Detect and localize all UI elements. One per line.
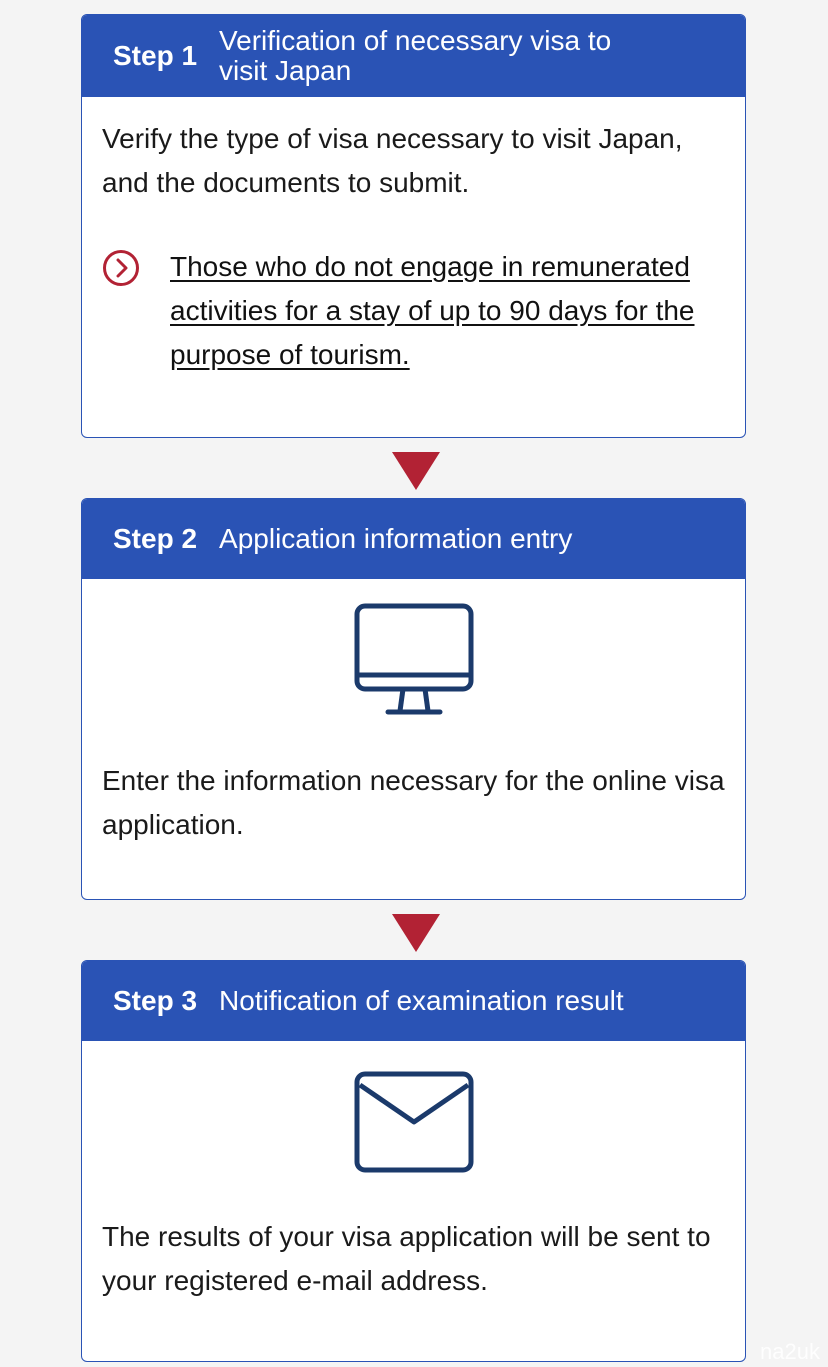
step-1-header	[82, 15, 745, 97]
down-arrow-icon	[392, 452, 440, 490]
step-1-description: Verify the type of visa necessary to visit Japan, and the documents to submit.	[102, 123, 683, 198]
step-2-label: Step 2	[113, 523, 198, 554]
step-2-description: Enter the information necessary for the online visa application.	[102, 765, 725, 840]
envelope-icon	[354, 1071, 474, 1173]
watermark: na2uk	[760, 1339, 820, 1364]
step-2-header	[82, 499, 745, 579]
step-3-label: Step 3	[113, 985, 198, 1016]
step-1-title: Verification of necessary visa to visit Japan	[219, 25, 612, 86]
step-1-card	[81, 14, 746, 438]
step-1-label: Step 1	[113, 40, 198, 71]
step-2-card	[81, 498, 746, 900]
step-3-header	[82, 961, 745, 1041]
monitor-icon	[354, 603, 474, 715]
step-3-description: The results of your visa application will be sent to your registered e-mail address.	[102, 1221, 711, 1296]
step-3-card	[81, 960, 746, 1362]
chevron-right-circle-icon	[102, 249, 140, 287]
down-arrow-icon	[392, 914, 440, 952]
tourism-link-text[interactable]: Those who do not engage in remunerated activities for a stay of up to 90 days for the purpose of tourism.	[170, 251, 695, 370]
step-2-title: Application information entry	[219, 523, 573, 554]
step-3-title: Notification of examination result	[219, 985, 624, 1016]
tourism-link[interactable]	[82, 245, 745, 377]
